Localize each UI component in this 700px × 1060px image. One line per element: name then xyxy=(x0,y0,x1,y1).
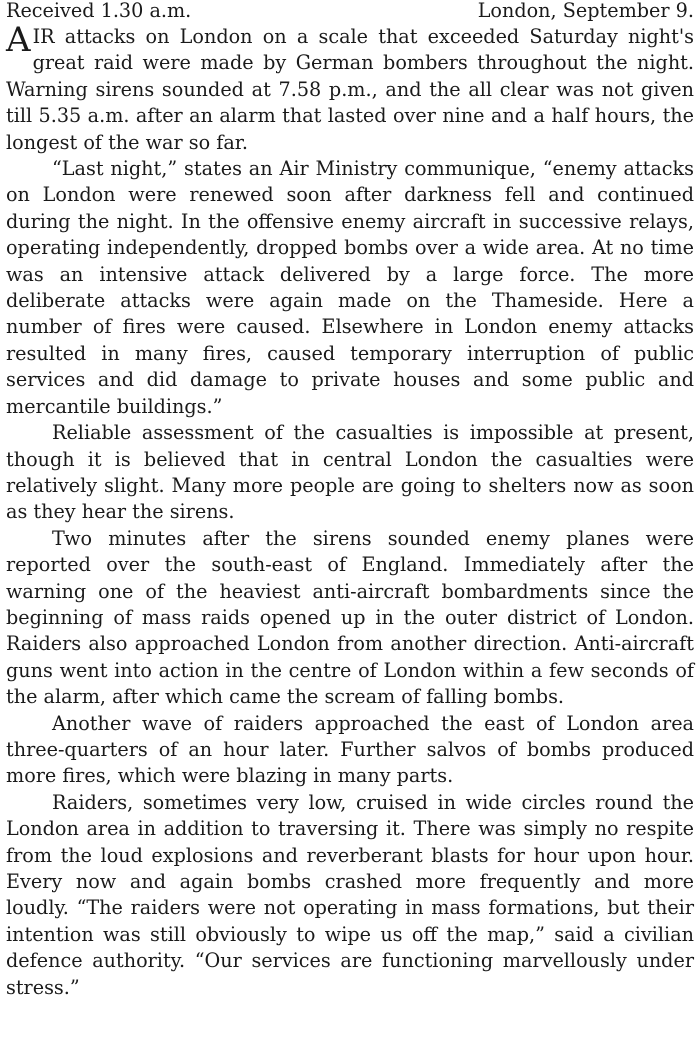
place-and-date: London, September 9. xyxy=(477,0,694,22)
article-paragraph-5: Another wave of raiders approached the east of London area three-quarters of an hour later. Further salvos of bombs produced more fires, which were blazing in many parts. xyxy=(6,711,694,788)
article-paragraph-2: “Last night,” states an Air Ministry communique, “enemy attacks on London were renewed soon after darkness fell and continued during the night. In the offensive enemy aircraft in successive relays, operating independently, dropped bombs over a wide area. At no time was an intensive attack delivered by a large force. The more deliberate attacks were again made on the Thameside. Here a number of fires were caused. Elsewhere in London enemy attacks resulted in many fires, caused temporary interruption of public services and did damage to private houses and some public and mercantile buildings.” xyxy=(6,157,694,418)
drop-cap: A xyxy=(6,20,31,60)
lead-caps: IR xyxy=(32,25,55,48)
dateline xyxy=(6,0,694,24)
article-paragraph-6: Raiders, sometimes very low, cruised in wide circles round the London area in addition to traversing it. There was simply no respite from the loud explosions and reverberant blasts for hour upon hour. Every now and again bombs crashed more frequently and more loudly. “The raiders were not operating in mass formations, but their intention was still obviously to wipe us off the map,” said a civilian defence authority. “Our services are functioning marvellously under stress.” xyxy=(6,790,694,999)
article-paragraph-1 xyxy=(6,20,694,156)
article-paragraph-4: Two minutes after the sirens sounded enemy planes were reported over the south-east of England. Immediately after the warning one of the heaviest anti-aircraft bombardments since the beginning of mass raids opened up in the outer district of London. Raiders also approached London from another direction. Anti-aircraft guns went into action in the centre of London within a few seconds of the alarm, after which came the scream of falling bombs. xyxy=(6,526,694,709)
received-time: Received 1.30 a.m. xyxy=(6,0,192,22)
article-paragraph-3: Reliable assessment of the casualties is impossible at present, though it is believed that in central London the casualties were relatively slight. Many more people are going to shelters now as soon as they hear the sirens. xyxy=(6,421,694,524)
paragraph-1-text: attacks on London on a scale that exceeded Saturday night's great raid were made by German bombers throughout the night. Warning sirens sounded at 7.58 p.m., and the all clear was not given till 5.35 a.m. after an alarm that lasted over nine and a half hours, the longest of the war so far. xyxy=(6,25,694,154)
